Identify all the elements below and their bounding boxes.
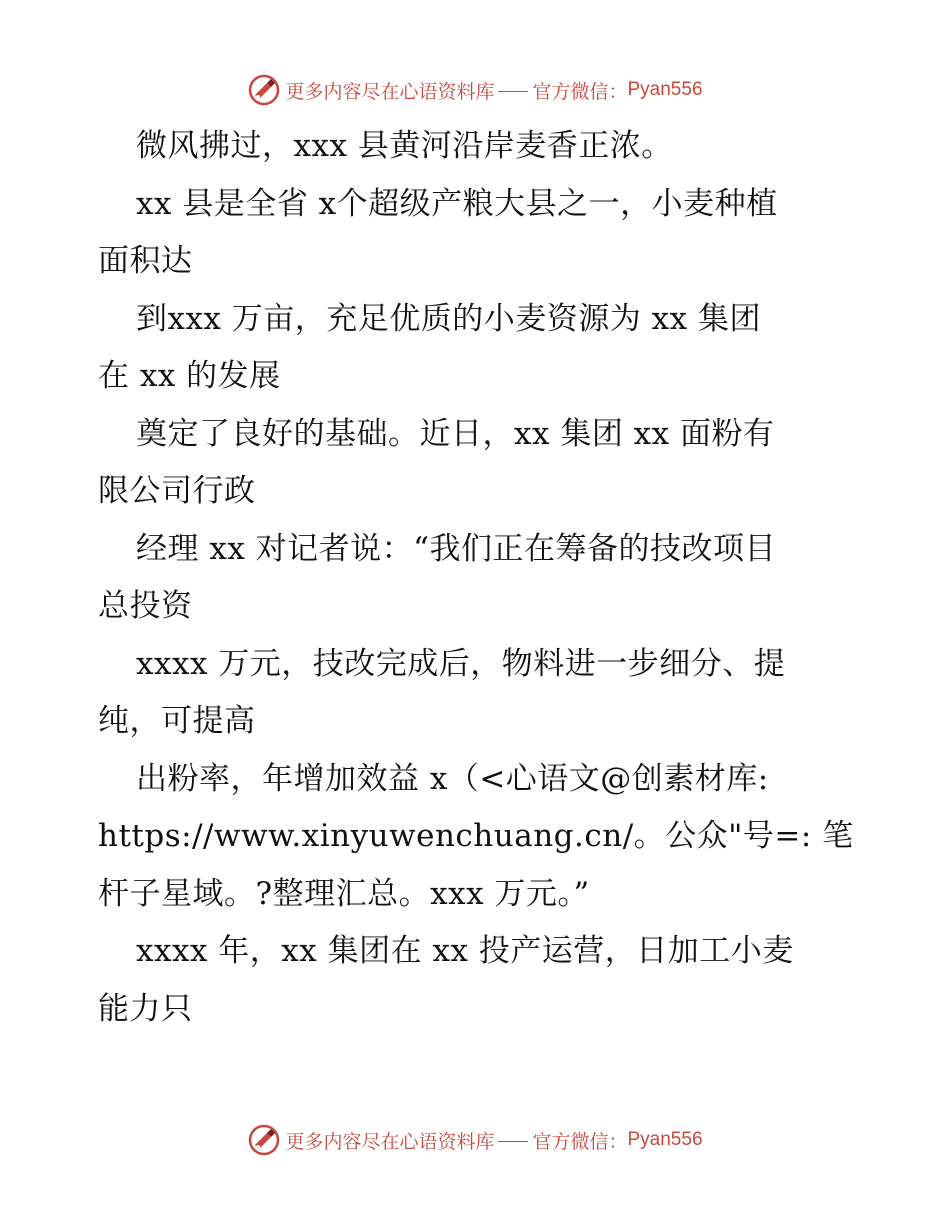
- footer-wechat-label: 官方微信：: [532, 1130, 628, 1153]
- body-line: 面积达: [98, 243, 193, 279]
- header-banner-separator: [498, 91, 528, 92]
- body-line: 在 xx 的发展: [98, 358, 281, 394]
- body-line: xx 县是全省 x个超级产粮大县之一，小麦种植: [136, 185, 778, 222]
- body-line: 出粉率，年增加效益 x（<心语文@创素材库:: [136, 760, 769, 797]
- body-line: 限公司行政: [98, 473, 256, 509]
- footer-banner-separator: [498, 1141, 528, 1142]
- body-line: xxxx 万元，技改完成后，物料进一步细分、提: [136, 645, 786, 682]
- header-wechat-label: 官方微信：: [532, 80, 628, 103]
- header-banner: [0, 70, 950, 110]
- footer-banner-text: 更多内容尽在心语资料库: [285, 1130, 495, 1153]
- header-wechat-account: Pyan556: [627, 79, 703, 100]
- body-line: 经理 xx 对记者说：“我们正在筹备的技改项目: [136, 530, 777, 567]
- body-line: 到xxx 万亩，充足优质的小麦资源为 xx 集团: [136, 300, 761, 337]
- body-line: 纯，可提高: [98, 703, 256, 739]
- footer-wechat-account: Pyan556: [627, 1129, 703, 1150]
- brand-logo-icon: [247, 73, 281, 107]
- body-line: 奠定了良好的基础。近日，xx 集团 xx 面粉有: [136, 415, 775, 452]
- body-line: https://www.xinyuwenchuang.cn/。公众"号=: 笔: [98, 818, 854, 854]
- body-line: xxxx 年，xx 集团在 xx 投产运营，日加工小麦: [136, 933, 794, 969]
- document-body: [98, 118, 858, 1038]
- header-banner-text: 更多内容尽在心语资料库: [285, 80, 495, 103]
- body-line: 总投资: [98, 588, 193, 624]
- footer-banner: [0, 1120, 950, 1160]
- brand-logo-icon: [247, 1123, 281, 1157]
- body-line: 杆子星域。?整理汇总。xxx 万元。”: [98, 875, 590, 912]
- body-line: 微风拂过，xxx 县黄河沿岸麦香正浓。: [136, 128, 673, 164]
- body-line: 能力只: [98, 990, 193, 1027]
